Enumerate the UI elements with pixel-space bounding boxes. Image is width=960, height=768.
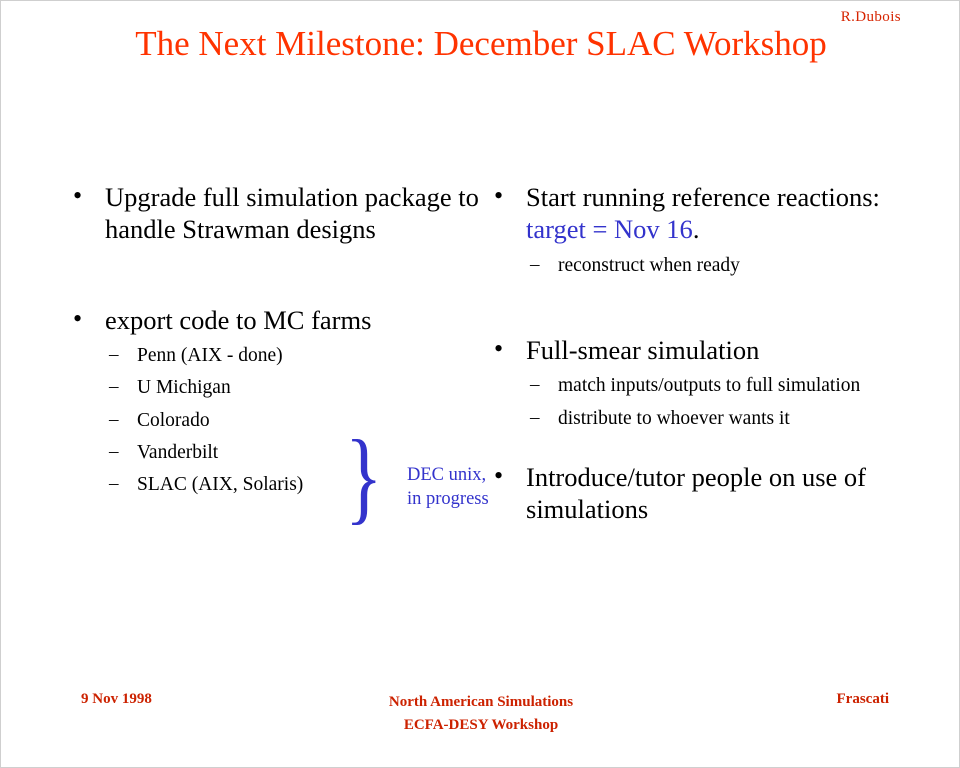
- left-column: [65, 181, 489, 534]
- dash-marker-icon: –: [109, 376, 119, 398]
- left-spacer: [65, 248, 485, 304]
- curly-brace-icon: }: [345, 419, 383, 534]
- bullet-marker-icon: •: [73, 181, 83, 210]
- right-sub-item-1: [486, 253, 906, 278]
- slide-title: The Next Milestone: December SLAC Workshop: [135, 24, 827, 63]
- right-sub-item-3-text: distribute to whoever wants it: [558, 407, 790, 429]
- left-bullet-1-text: Upgrade full simulation package to handle Strawman designs: [105, 182, 479, 245]
- slide-body: [1, 181, 960, 681]
- slide-footer: [1, 691, 960, 747]
- brace-label-line-1: DEC unix,: [407, 465, 487, 485]
- right-sub-item-3: [486, 406, 906, 431]
- left-sub-item-2-text: U Michigan: [137, 377, 231, 399]
- dash-marker-icon: –: [109, 441, 119, 463]
- right-sub-item-2-text: match inputs/outputs to full simulation: [558, 375, 861, 397]
- right-bullet-3: [486, 461, 906, 526]
- footer-event-line-2: ECFA-DESY Workshop: [403, 716, 559, 733]
- left-bullet-1: [65, 181, 485, 246]
- footer-location: Frascati: [836, 691, 889, 707]
- right-spacer-2: [486, 431, 906, 461]
- left-sub-item-3: [65, 408, 485, 433]
- right-bullet-2: [486, 334, 906, 366]
- left-bullet-2-text: export code to MC farms: [105, 304, 372, 335]
- dash-marker-icon: –: [530, 253, 540, 275]
- left-sub-item-1: [65, 343, 485, 368]
- dash-marker-icon: –: [530, 374, 540, 396]
- dash-marker-icon: –: [530, 406, 540, 428]
- brace-label: [407, 463, 489, 512]
- dash-marker-icon: –: [109, 473, 119, 495]
- author-label: R.Dubois: [840, 9, 901, 25]
- left-sub-item-2: [65, 375, 485, 400]
- left-sub-item-5-text: SLAC (AIX, Solaris): [137, 474, 304, 496]
- right-sub-item-1-text: reconstruct when ready: [558, 254, 740, 276]
- right-column: [486, 181, 906, 528]
- right-bullet-3-text: Introduce/tutor people on use of simulations: [526, 462, 866, 525]
- brace-label-line-2: in progress: [407, 489, 489, 510]
- right-bullet-2-text: Full-smear simulation: [526, 335, 760, 365]
- right-bullet-1-text-prefix: Start running reference reactions:: [526, 182, 880, 212]
- right-bullet-1-highlight: target = Nov 16: [526, 214, 693, 245]
- left-sub-item-3-text: Colorado: [137, 409, 210, 431]
- footer-event-line-1: North American Simulations: [388, 694, 574, 710]
- footer-date: 9 Nov 1998: [81, 691, 152, 707]
- bullet-marker-icon: •: [494, 181, 504, 210]
- left-sub-item-4-text: Vanderbilt: [137, 442, 219, 464]
- bullet-marker-icon: •: [73, 303, 83, 333]
- right-sub-item-2: [486, 373, 906, 398]
- dash-marker-icon: –: [109, 343, 119, 365]
- left-sub-item-1-text: Penn (AIX - done): [137, 344, 283, 366]
- right-spacer-1: [486, 278, 906, 334]
- dash-marker-icon: –: [109, 408, 119, 430]
- right-bullet-1: [486, 181, 906, 246]
- footer-event: [1, 691, 960, 736]
- bullet-marker-icon: •: [494, 461, 504, 491]
- left-bullet-2: [65, 304, 485, 336]
- right-bullet-1-text-suffix: .: [692, 214, 700, 245]
- bullet-marker-icon: •: [494, 334, 504, 363]
